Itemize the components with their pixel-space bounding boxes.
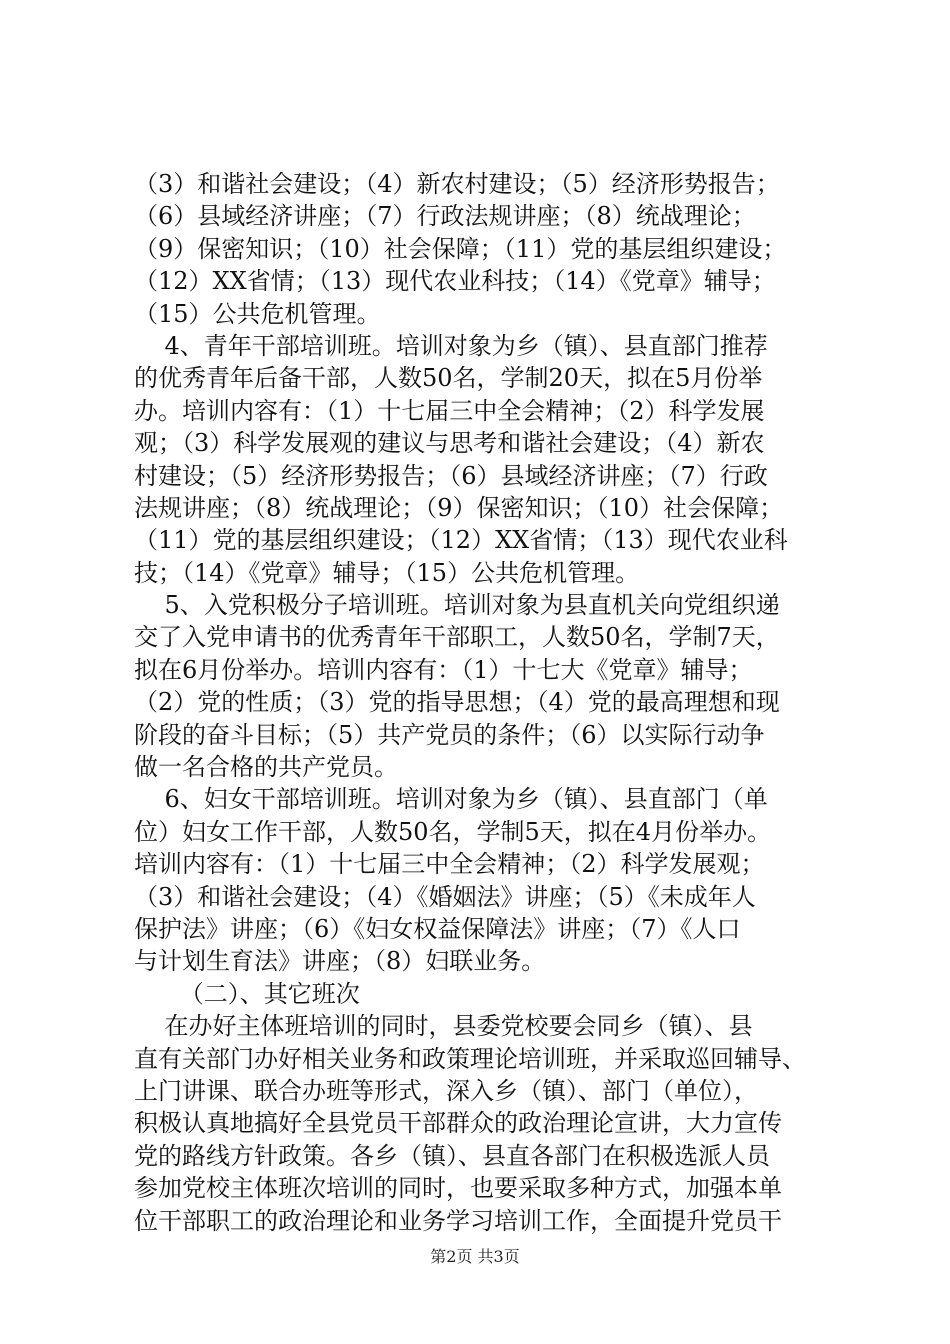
page-footer: 第2页 共3页 <box>430 1247 520 1266</box>
text-line: 上门讲课、联合办班等形式，深入乡（镇）、部门（单位）， <box>134 1076 758 1105</box>
text-line: （11）党的基层组织建设；（12）XX省情；（13）现代农业科 <box>134 526 788 555</box>
text-line: 观；（3）科学发展观的建议与思考和谐社会建设；（4）新农 <box>134 429 765 458</box>
text-line: 法规讲座；（8）统战理论；（9）保密知识；（10）社会保障； <box>134 493 784 522</box>
text-line: （15）公共危机管理。 <box>134 299 381 328</box>
text-line: 位）妇女工作干部，人数50名，学制5天，拟在4月份举办。 <box>134 817 772 846</box>
text-line: （2）党的性质；（3）党的指导思想；（4）党的最高理想和现 <box>134 688 780 717</box>
text-line: 保护法》讲座；（6）《妇女权益保障法》讲座；（7）《人口 <box>134 914 741 943</box>
text-line: （二）、其它班次 <box>134 979 360 1008</box>
text-line: 交了入党申请书的优秀青年干部职工，人数50名，学制7天， <box>134 623 780 652</box>
text-line: 5、入党积极分子培训班。培训对象为县直机关向党组织递 <box>134 591 780 620</box>
text-line: 培训内容有：（1）十七届三中全会精神；（2）科学发展观； <box>134 850 765 879</box>
text-line: 位干部职工的政治理论和业务学习培训工作，全面提升党员干 <box>134 1206 782 1235</box>
text-line: （9）保密知识；（10）社会保障；（11）党的基层组织建设； <box>134 234 787 263</box>
text-line: （3）和谐社会建设；（4）新农村建设；（5）经济形势报告； <box>134 170 780 198</box>
text-line: 4、青年干部培训班。培训对象为乡（镇）、县直部门推荐 <box>134 331 768 360</box>
text-line: 阶段的奋斗目标；（5）共产党员的条件；（6）以实际行动争 <box>134 720 765 749</box>
text-line: 与计划生育法》讲座；（8）妇联业务。 <box>134 947 546 976</box>
text-line: 党的路线方针政策。各乡（镇）、县直各部门在积极选派人员 <box>134 1141 770 1170</box>
text-line: 6、妇女干部培训班。培训对象为乡（镇）、县直部门（单 <box>134 785 768 814</box>
text-line: 技；（14）《党章》辅导；（15）公共危机管理。 <box>134 558 640 587</box>
document-body <box>134 168 834 1237</box>
text-line: 直有关部门办好相关业务和政策理论培训班，并采取巡回辅导、 <box>134 1044 806 1073</box>
text-line: （3）和谐社会建设；（4）《婚姻法》讲座；（5）《未成年人 <box>134 882 756 911</box>
text-line: 积极认真地搞好全县党员干部群众的政治理论宣讲，大力宣传 <box>134 1109 782 1138</box>
text-line: 参加党校主体班次培训的同时，也要采取多种方式，加强本单 <box>134 1174 782 1203</box>
text-line: 做一名合格的共产党员。 <box>134 753 398 782</box>
text-line: 的优秀青年后备干部，人数50名，学制20天，拟在5月份举 <box>134 364 763 393</box>
text-line: 在办好主体班培训的同时，县委党校要会同乡（镇）、县 <box>134 1012 753 1041</box>
text-line: 村建设；（5）经济形势报告；（6）县域经济讲座；（7）行政 <box>134 461 768 490</box>
text-line: （6）县域经济讲座；（7）行政法规讲座；（8）统战理论； <box>134 202 756 231</box>
text-line: 办。培训内容有：（1）十七届三中全会精神；（2）科学发展 <box>134 396 765 425</box>
text-line: 拟在6月份举办。培训内容有：（1）十七大《党章》辅导； <box>134 655 753 684</box>
text-line: （12）XX省情；（13）现代农业科技；（14）《党章》辅导； <box>134 267 776 296</box>
